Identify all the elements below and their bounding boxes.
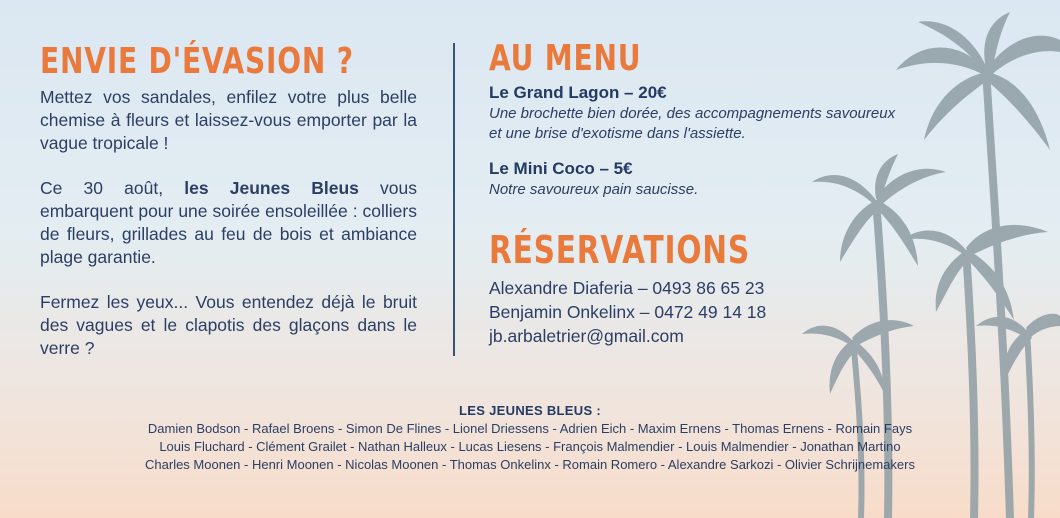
intro-section [40,40,417,382]
dish-item [489,82,909,144]
intro-paragraph-3: Fermez les yeux... Vous entendez déjà le bruit des vagues et le clapotis des glaçons dans le verre ? [40,292,417,358]
intro-paragraph-1: Mettez vos sandales, enfilez votre plus belle chemise à fleurs et laissez-vous emporter par la vague tropicale ! [40,87,417,153]
intro-paragraph-2-start: Ce 30 août, [40,178,185,198]
dish-name: Le Mini Coco – 5€ [489,159,633,178]
members-section [0,402,1060,474]
contact-email[interactable]: jb.arbaletrier@gmail.com [489,326,684,346]
intro-paragraph-2-end: vous embarquent pour une soirée ensoleillée : colliers de fleurs, grillades au feu de bois et ambiance plage garantie. [40,178,417,267]
members-line: Damien Bodson - Rafael Broens - Simon De Flines - Lionel Driessens - Adrien Eich - Maxim Ernens - Thomas Ernens - Romain Fays [147,421,913,436]
contact-benjamin: Benjamin Onkelinx – 0472 49 14 18 [489,302,767,322]
members-line: Louis Fluchard - Clément Grailet - Nathan Halleux - Lucas Liesens - François Malmendier - Louis Malmendier - Jonathan Martino [159,439,901,454]
menu-title: AU MENU [489,38,642,79]
club-name: les Jeunes Bleus [184,178,359,198]
menu-section [489,38,909,348]
intro-paragraph-2 [40,177,417,269]
reservations-title: RÉSERVATIONS [489,228,751,272]
contact-alexandre: Alexandre Diaferia – 0493 86 65 23 [489,278,765,298]
dish-name: Le Grand Lagon – 20€ [489,83,667,102]
dish-description: Notre savoureux pain saucisse. [489,181,699,198]
dish-item [489,158,909,200]
members-line: Charles Moonen - Henri Moonen - Nicolas Moonen - Thomas Onkelinx - Romain Romero - Alexandre Sarkozi - Olivier Schrijnemakers [145,457,915,472]
intro-title: ENVIE D'ÉVASION ? [40,41,354,82]
vertical-divider [453,43,455,356]
members-title: LES JEUNES BLEUS : [459,403,601,418]
dish-description: Une brochette bien dorée, des accompagnements savoureux et une brise d'exotisme dans l'assiette. [489,105,896,142]
